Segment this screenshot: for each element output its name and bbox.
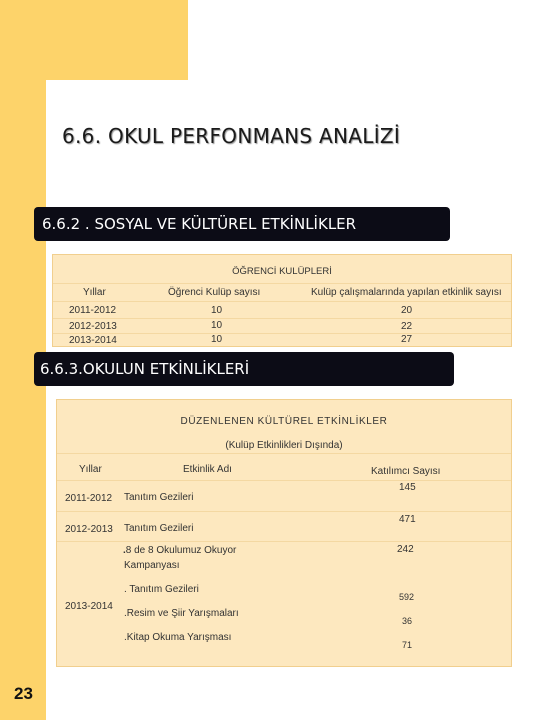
cultural-activities-table (56, 399, 512, 667)
table-caption: DÜZENLENEN KÜLTÜREL ETKİNLİKLER (180, 416, 388, 427)
column-header-years: Yıllar (83, 287, 106, 298)
table-cell-activity-count: 27 (401, 334, 413, 345)
table-cell-year: 2011-2012 (69, 305, 117, 316)
table-cell-club-count: 10 (211, 320, 223, 331)
section-heading-school-activities: 6.6.3.OKULUN ETKİNLİKLERİ (34, 352, 454, 386)
table-cell-year: 2013-2014 (69, 335, 117, 346)
column-header-activity-name: Etkinlik Adı (183, 464, 232, 475)
page-number: 23 (14, 684, 33, 703)
table-cell-count: 36 (402, 616, 413, 626)
table-cell-count: 592 (399, 592, 415, 602)
bullet-dot: . (123, 545, 126, 556)
table-cell-activity: Kampanyası (124, 560, 180, 571)
table-subcaption: (Kulüp Etkinlikleri Dışında) (225, 440, 343, 451)
table-cell-year: 2013-2014 (65, 601, 113, 612)
table-cell-count: 145 (399, 482, 416, 493)
column-header-participant-count: Katılımcı Sayısı (371, 466, 441, 477)
table-cell-activity: Tanıtım Gezileri (124, 523, 194, 534)
student-clubs-table (52, 254, 512, 347)
column-header-years: Yıllar (79, 464, 102, 475)
column-header-activity-count: Kulüp çalışmalarında yapılan etkinlik sayısı (311, 287, 502, 298)
table-cell-activity-count: 22 (401, 321, 413, 332)
table-cell-activity: .Kitap Okuma Yarışması (124, 632, 232, 643)
table-cell-club-count: 10 (211, 305, 223, 316)
table-cell-activity (123, 545, 236, 556)
table-cell-activity: Tanıtım Gezileri (124, 492, 194, 503)
table-caption: ÖĞRENCİ KULÜPLERİ (232, 266, 332, 277)
activity-line: 8 de 8 Okulumuz Okuyor (125, 545, 237, 556)
table-cell-activity: . Tanıtım Gezileri (124, 584, 199, 595)
table-cell-year: 2012-2013 (69, 321, 117, 332)
divider (53, 301, 511, 302)
divider (53, 318, 511, 319)
divider (53, 283, 511, 284)
divider (57, 453, 511, 454)
divider (57, 511, 511, 512)
divider (57, 480, 511, 481)
divider (57, 541, 511, 542)
section-heading-social-cultural: 6.6.2 . SOSYAL VE KÜLTÜREL ETKİNLİKLER (34, 207, 450, 241)
table-cell-activity-count: 20 (401, 305, 413, 316)
page-title: 6.6. OKUL PERFONMANS ANALİZİ (62, 124, 401, 148)
column-header-club-count: Öğrenci Kulüp sayısı (168, 287, 261, 298)
table-cell-count: 242 (397, 544, 414, 555)
table-cell-year: 2012-2013 (65, 524, 113, 535)
table-cell-count: 71 (402, 640, 413, 650)
table-cell-year: 2011-2012 (65, 493, 113, 504)
table-cell-club-count: 10 (211, 334, 223, 345)
table-cell-activity: .Resim ve Şiir Yarışmaları (124, 608, 239, 619)
divider (53, 333, 511, 334)
table-cell-count: 471 (399, 514, 416, 525)
